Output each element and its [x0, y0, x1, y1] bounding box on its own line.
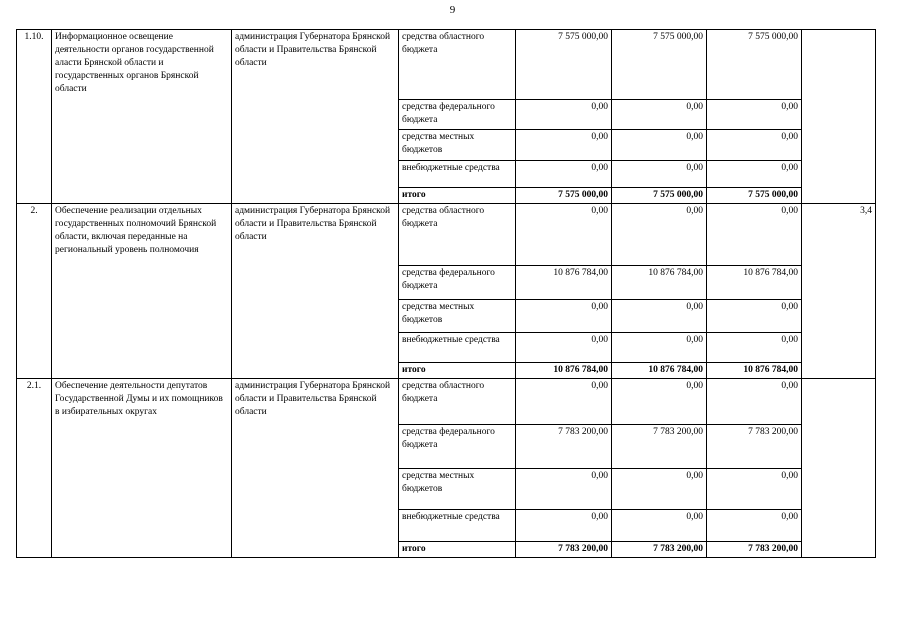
amount-year-1: 0,00 [516, 333, 612, 363]
page-number: 9 [449, 4, 456, 16]
amount-year-2: 7 783 200,00 [612, 425, 707, 469]
amount-year-2: 10 876 784,00 [612, 266, 707, 300]
indicator-reference [802, 30, 876, 204]
amount-year-3: 0,00 [707, 379, 802, 425]
amount-year-1: 7 783 200,00 [516, 425, 612, 469]
amount-year-2: 7 575 000,00 [612, 30, 707, 100]
amount-year-3: 0,00 [707, 130, 802, 161]
amount-year-2: 0,00 [612, 100, 707, 130]
amount-year-1: 7 783 200,00 [516, 542, 612, 558]
budget-table [16, 29, 876, 558]
amount-year-2: 0,00 [612, 300, 707, 333]
amount-year-3: 0,00 [707, 469, 802, 510]
amount-year-3: 0,00 [707, 300, 802, 333]
indicator-reference: 3,4 [802, 204, 876, 379]
amount-year-1: 0,00 [516, 469, 612, 510]
funding-source: средства федерального бюджета [399, 100, 516, 130]
amount-year-2: 0,00 [612, 204, 707, 266]
amount-year-3: 0,00 [707, 510, 802, 542]
funding-source: внебюджетные средства [399, 333, 516, 363]
funding-source: средства областного бюджета [399, 379, 516, 425]
table-row [17, 204, 876, 266]
amount-year-2: 0,00 [612, 379, 707, 425]
table-row [17, 30, 876, 100]
amount-year-2: 7 575 000,00 [612, 188, 707, 204]
amount-year-3: 7 783 200,00 [707, 542, 802, 558]
amount-year-3: 0,00 [707, 204, 802, 266]
table-body [17, 30, 876, 558]
table-row [17, 379, 876, 425]
item-executor: администрация Губернатора Брянской области и Правительства Брянской области [232, 379, 399, 558]
funding-source: средства местных бюджетов [399, 130, 516, 161]
funding-source: средства областного бюджета [399, 204, 516, 266]
amount-year-3: 0,00 [707, 161, 802, 188]
amount-year-3: 7 783 200,00 [707, 425, 802, 469]
amount-year-1: 10 876 784,00 [516, 266, 612, 300]
amount-year-2: 0,00 [612, 130, 707, 161]
amount-year-3: 7 575 000,00 [707, 30, 802, 100]
funding-source: средства местных бюджетов [399, 469, 516, 510]
amount-year-2: 0,00 [612, 469, 707, 510]
funding-source: внебюджетные средства [399, 510, 516, 542]
funding-source: средства федерального бюджета [399, 425, 516, 469]
item-executor: администрация Губернатора Брянской области и Правительства Брянской области [232, 30, 399, 204]
amount-year-2: 0,00 [612, 333, 707, 363]
item-executor: администрация Губернатора Брянской области и Правительства Брянской области [232, 204, 399, 379]
item-name: Обеспечение деятельности депутатов Государственной Думы и их помощников в избирательных округах [52, 379, 232, 558]
amount-year-3: 7 575 000,00 [707, 188, 802, 204]
amount-year-1: 10 876 784,00 [516, 363, 612, 379]
amount-year-2: 7 783 200,00 [612, 542, 707, 558]
amount-year-1: 7 575 000,00 [516, 30, 612, 100]
funding-source: итого [399, 363, 516, 379]
item-number: 1.10. [17, 30, 52, 204]
amount-year-3: 10 876 784,00 [707, 363, 802, 379]
amount-year-2: 10 876 784,00 [612, 363, 707, 379]
amount-year-1: 0,00 [516, 379, 612, 425]
item-number: 2.1. [17, 379, 52, 558]
amount-year-1: 0,00 [516, 130, 612, 161]
funding-source: средства местных бюджетов [399, 300, 516, 333]
amount-year-2: 0,00 [612, 510, 707, 542]
amount-year-3: 10 876 784,00 [707, 266, 802, 300]
funding-source: итого [399, 542, 516, 558]
amount-year-1: 0,00 [516, 100, 612, 130]
funding-source: внебюджетные средства [399, 161, 516, 188]
amount-year-1: 0,00 [516, 510, 612, 542]
item-name: Обеспечение реализации отдельных государственных полномочий Брянской области, включая переданные на региональный уровень полномочия [52, 204, 232, 379]
funding-source: средства федерального бюджета [399, 266, 516, 300]
amount-year-2: 0,00 [612, 161, 707, 188]
amount-year-1: 0,00 [516, 300, 612, 333]
indicator-reference [802, 379, 876, 558]
item-number: 2. [17, 204, 52, 379]
item-name: Информационное освещение деятельности органов государственной аласти Брянской области и государственных органов Брянской области [52, 30, 232, 204]
amount-year-3: 0,00 [707, 333, 802, 363]
amount-year-1: 0,00 [516, 204, 612, 266]
amount-year-1: 0,00 [516, 161, 612, 188]
amount-year-1: 7 575 000,00 [516, 188, 612, 204]
funding-source: средства областного бюджета [399, 30, 516, 100]
funding-source: итого [399, 188, 516, 204]
amount-year-3: 0,00 [707, 100, 802, 130]
